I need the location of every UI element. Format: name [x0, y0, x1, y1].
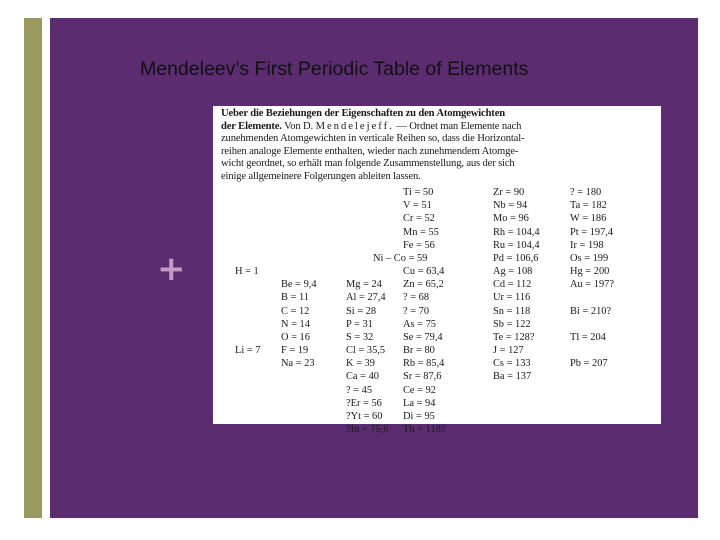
element-entry-col4-16: La = 94: [403, 397, 436, 409]
intro-line-6: einige allgemeinere Folgerungen ableiten lassen.: [221, 170, 421, 182]
element-entry-col3-10: ?Yt = 60: [346, 410, 383, 422]
element-entry-col5-12: J = 127: [493, 345, 524, 357]
element-entry-col1-0: H = 1: [235, 266, 259, 278]
element-entry-col4-17: Di = 95: [403, 410, 435, 422]
element-entry-col5-11: Te = 128?: [493, 331, 535, 343]
element-entry-col3-7: Ca = 40: [346, 371, 379, 383]
element-entry-col6-5: Os = 199: [570, 252, 609, 264]
element-entry-col3-5: Cl = 35,5: [346, 345, 386, 357]
element-entry-col6-2: W = 186: [570, 213, 607, 225]
element-entry-col3-2: Si = 28: [346, 305, 377, 317]
element-entry-col4-11: Se = 79,4: [403, 331, 443, 343]
element-entry-col2-1: B = 11: [281, 292, 309, 304]
element-entry-col3-9: ?Er = 56: [346, 397, 382, 409]
element-entry-col5-13: Cs = 133: [493, 358, 531, 370]
element-entry-col5-8: Ur = 116: [493, 292, 531, 304]
element-entry-col1-1: Li = 7: [235, 345, 261, 357]
element-entry-col6-9: Tl = 204: [570, 331, 606, 343]
element-entry-col5-7: Cd = 112: [493, 279, 532, 291]
element-entry-col6-8: Bi = 210?: [570, 305, 612, 317]
element-entry-col5-6: Ag = 108: [493, 266, 533, 278]
element-entry-col4-6: Cu = 63,4: [403, 266, 445, 278]
element-entry-col6-6: Hg = 200: [570, 266, 610, 278]
element-entry-col6-3: Pt = 197,4: [570, 226, 614, 238]
element-entry-col4-0: Ti = 50: [403, 187, 434, 198]
periodic-table-scan: [213, 106, 661, 436]
element-entry-col4-13: Rb = 85,4: [403, 358, 445, 370]
intro-line-4: reihen analoge Elemente enthalten, wieder nach zunehmendem Atomge-: [221, 145, 519, 157]
element-entry-col5-0: Zr = 90: [493, 187, 525, 198]
element-entry-col6-4: Ir = 198: [570, 239, 604, 251]
element-entry-col3-0: Mg = 24: [346, 279, 382, 291]
element-entry-col3-6: K = 39: [346, 358, 375, 370]
side-accent-bar: [24, 18, 42, 518]
element-entry-col6-7: Au = 197?: [570, 279, 614, 291]
element-entry-col2-0: Be = 9,4: [281, 279, 317, 291]
element-entry-col4-18: Th = 118?: [403, 424, 446, 436]
element-entry-col4-5: Ni – Co = 59: [373, 252, 428, 264]
element-entry-col4-3: Mn = 55: [403, 226, 439, 238]
element-entry-col2-6: Na = 23: [281, 358, 315, 370]
element-table: [213, 106, 661, 436]
intro-line-1: Ueber die Beziehungen der Eigenschaften zu den Atomgewichten: [221, 108, 505, 119]
element-entry-col4-15: Ce = 92: [403, 384, 436, 396]
element-entry-col4-2: Cr = 52: [403, 213, 435, 225]
element-entry-col5-2: Mo = 96: [493, 213, 529, 225]
element-entry-col3-4: S = 32: [346, 331, 374, 343]
element-entry-col2-3: N = 14: [281, 318, 310, 330]
element-entry-col4-10: As = 75: [403, 318, 436, 330]
element-entry-col5-14: Ba = 137: [493, 371, 532, 383]
element-entry-col4-9: ? = 70: [403, 305, 430, 317]
element-entry-col5-1: Nb = 94: [493, 200, 528, 212]
element-entry-col4-4: Fe = 56: [403, 239, 435, 251]
plus-icon: +: [157, 249, 186, 289]
element-entry-col5-10: Sb = 122: [493, 318, 531, 330]
element-entry-col6-1: Ta = 182: [570, 200, 607, 212]
element-entry-col3-8: ? = 45: [346, 384, 373, 396]
element-entry-col2-4: O = 16: [281, 331, 310, 343]
element-entry-col3-1: Al = 27,4: [346, 292, 386, 304]
element-entry-col4-7: Zn = 65,2: [403, 279, 444, 291]
element-entry-col3-11: ?In = 75,6: [346, 424, 389, 436]
element-entry-col4-1: V = 51: [403, 200, 432, 212]
element-entry-col4-12: Br = 80: [403, 345, 435, 357]
intro-line-3: zunehmenden Atomgewichten in verticale Reihen so, dass die Horizontal-: [221, 133, 525, 145]
element-entry-col5-4: Ru = 104,4: [493, 239, 540, 251]
slide-title: Mendeleev’s First Periodic Table of Elements: [140, 58, 529, 80]
element-entry-col3-3: P = 31: [346, 318, 373, 330]
element-entry-col4-8: ? = 68: [403, 292, 430, 304]
intro-line-2: der Elemente. Von D. Mendelejeff. — Ordnet man Elemente nach: [221, 120, 522, 132]
element-entry-col2-5: F = 19: [281, 345, 309, 357]
element-entry-col4-14: Sr = 87,6: [403, 371, 442, 383]
element-entry-col5-9: Sn = 118: [493, 305, 531, 317]
element-entry-col2-2: C = 12: [281, 305, 310, 317]
intro-line-5: wicht geordnet, so erhält man folgende Zusammenstellung, aus der sich: [221, 158, 515, 170]
element-entry-col5-3: Rh = 104,4: [493, 226, 540, 238]
element-entry-col5-5: Pd = 106,6: [493, 252, 539, 264]
element-entry-col6-10: Pb = 207: [570, 358, 608, 370]
element-entry-col6-0: ? = 180: [570, 187, 602, 198]
